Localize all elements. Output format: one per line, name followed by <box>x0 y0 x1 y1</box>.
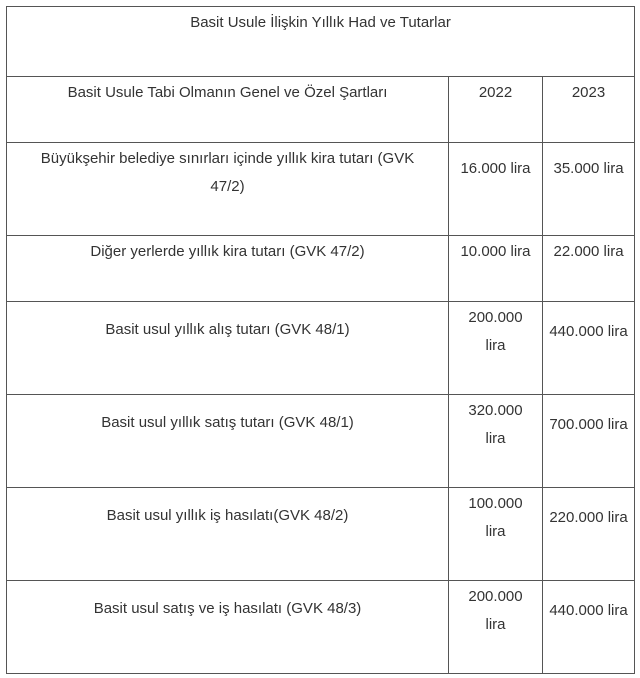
value-2022: 320.000 lira <box>449 395 543 488</box>
value-2023: 35.000 lira <box>543 143 635 236</box>
title-row <box>7 7 635 77</box>
row-label: Büyükşehir belediye sınırları içinde yıllık kira tutarı (GVK 47/2) <box>7 143 449 236</box>
value-2023: 220.000 lira <box>543 488 635 581</box>
table-row <box>7 143 635 236</box>
value-2022: 10.000 lira <box>449 236 543 302</box>
table-row <box>7 302 635 395</box>
row-label: Basit usul satış ve iş hasılatı (GVK 48/3) <box>7 581 449 674</box>
table-row <box>7 395 635 488</box>
header-row <box>7 77 635 143</box>
table-title: Basit Usule İlişkin Yıllık Had ve Tutarlar <box>7 7 635 77</box>
value-2022: 200.000 lira <box>449 581 543 674</box>
table-row <box>7 488 635 581</box>
value-2023: 22.000 lira <box>543 236 635 302</box>
row-label: Basit usul yıllık alış tutarı (GVK 48/1) <box>7 302 449 395</box>
value-2023: 700.000 lira <box>543 395 635 488</box>
header-conditions: Basit Usule Tabi Olmanın Genel ve Özel Şartları <box>7 77 449 143</box>
value-2022: 100.000 lira <box>449 488 543 581</box>
table-row <box>7 581 635 674</box>
header-2022: 2022 <box>449 77 543 143</box>
row-label: Diğer yerlerde yıllık kira tutarı (GVK 47/2) <box>7 236 449 302</box>
value-2022: 16.000 lira <box>449 143 543 236</box>
limits-table <box>6 6 635 674</box>
value-2023: 440.000 lira <box>543 581 635 674</box>
header-2023: 2023 <box>543 77 635 143</box>
row-label: Basit usul yıllık iş hasılatı(GVK 48/2) <box>7 488 449 581</box>
table-row <box>7 236 635 302</box>
row-label: Basit usul yıllık satış tutarı (GVK 48/1) <box>7 395 449 488</box>
value-2023: 440.000 lira <box>543 302 635 395</box>
value-2022: 200.000 lira <box>449 302 543 395</box>
